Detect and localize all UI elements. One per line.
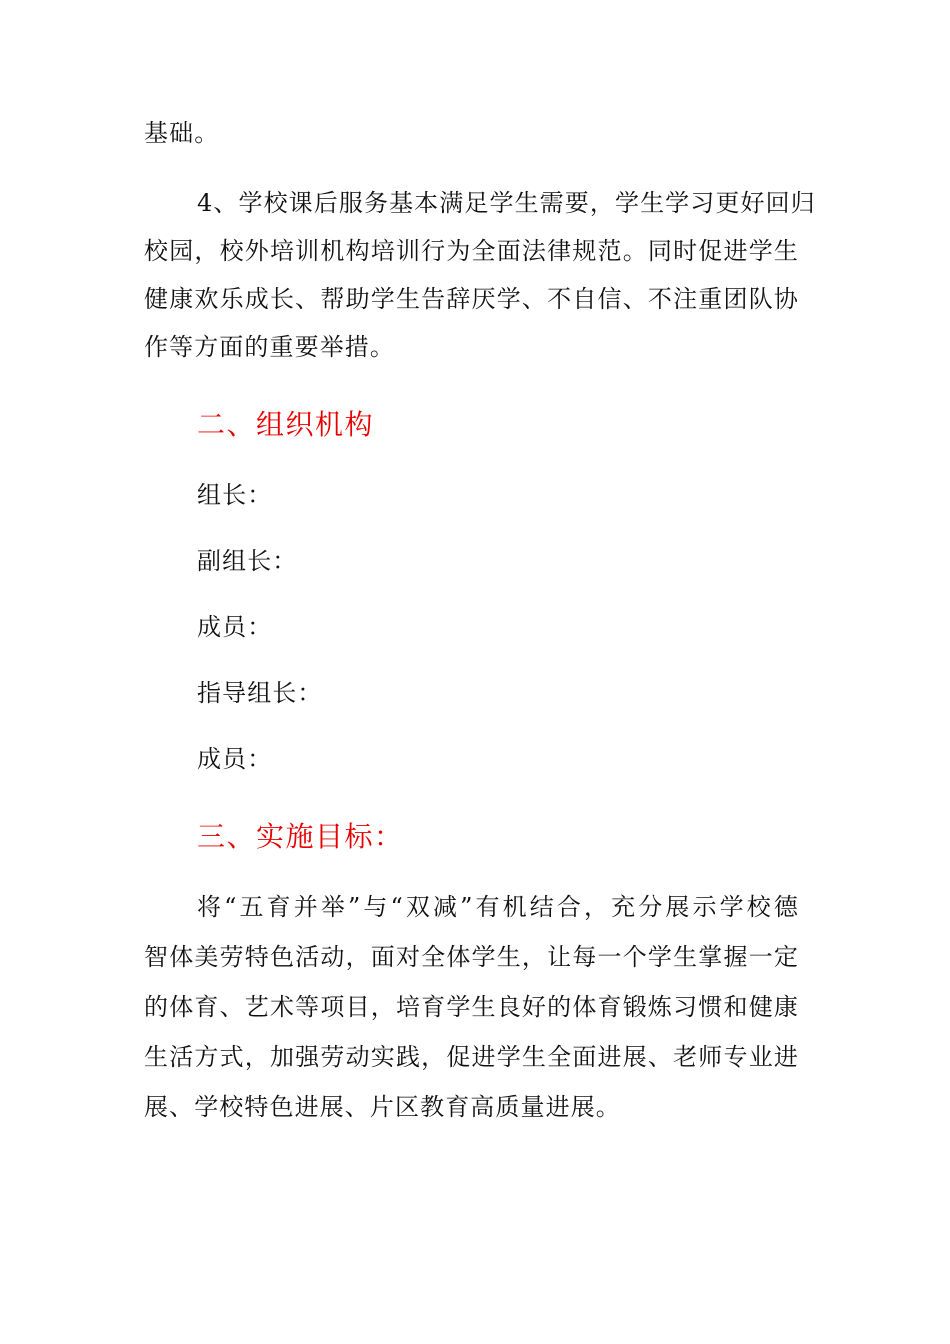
point4-line-2: 校园，校外培训机构培训行为全面法律规范。同时促进学生 — [144, 237, 799, 265]
intro-line-1: 基础。 — [144, 119, 220, 147]
point4-line-4: 作等方面的重要举措。 — [144, 333, 395, 361]
section3-line-3: 的体育、艺术等项目，培育学生良好的体育锻炼习惯和健康 — [144, 993, 799, 1021]
point4-line-1: 4、学校课后服务基本满足学生需要，学生学习更好回归 — [197, 189, 816, 217]
section3-heading: 三、实施目标： — [197, 820, 404, 853]
point4-line-3: 健康欢乐成长、帮助学生告辞厌学、不自信、不注重团队协 — [144, 285, 799, 313]
section2-heading: 二、组织机构 — [197, 408, 375, 441]
section3-line-4: 生活方式，加强劳动实践，促进学生全面进展、老师专业进 — [144, 1043, 799, 1071]
role-guidance-leader: 指导组长： — [197, 679, 323, 707]
role-deputy-leader: 副组长： — [197, 547, 298, 575]
role-member: 成员： — [197, 613, 273, 641]
role-member-2: 成员： — [197, 745, 273, 773]
section3-line-5: 展、学校特色进展、片区教育高质量进展。 — [144, 1093, 621, 1121]
section3-line-2: 智体美劳特色活动，面对全体学生，让每一个学生掌握一定 — [144, 943, 799, 971]
section3-line-1: 将“五育并举”与“双减”有机结合，充分展示学校德 — [197, 893, 799, 921]
role-leader: 组长： — [197, 481, 273, 509]
